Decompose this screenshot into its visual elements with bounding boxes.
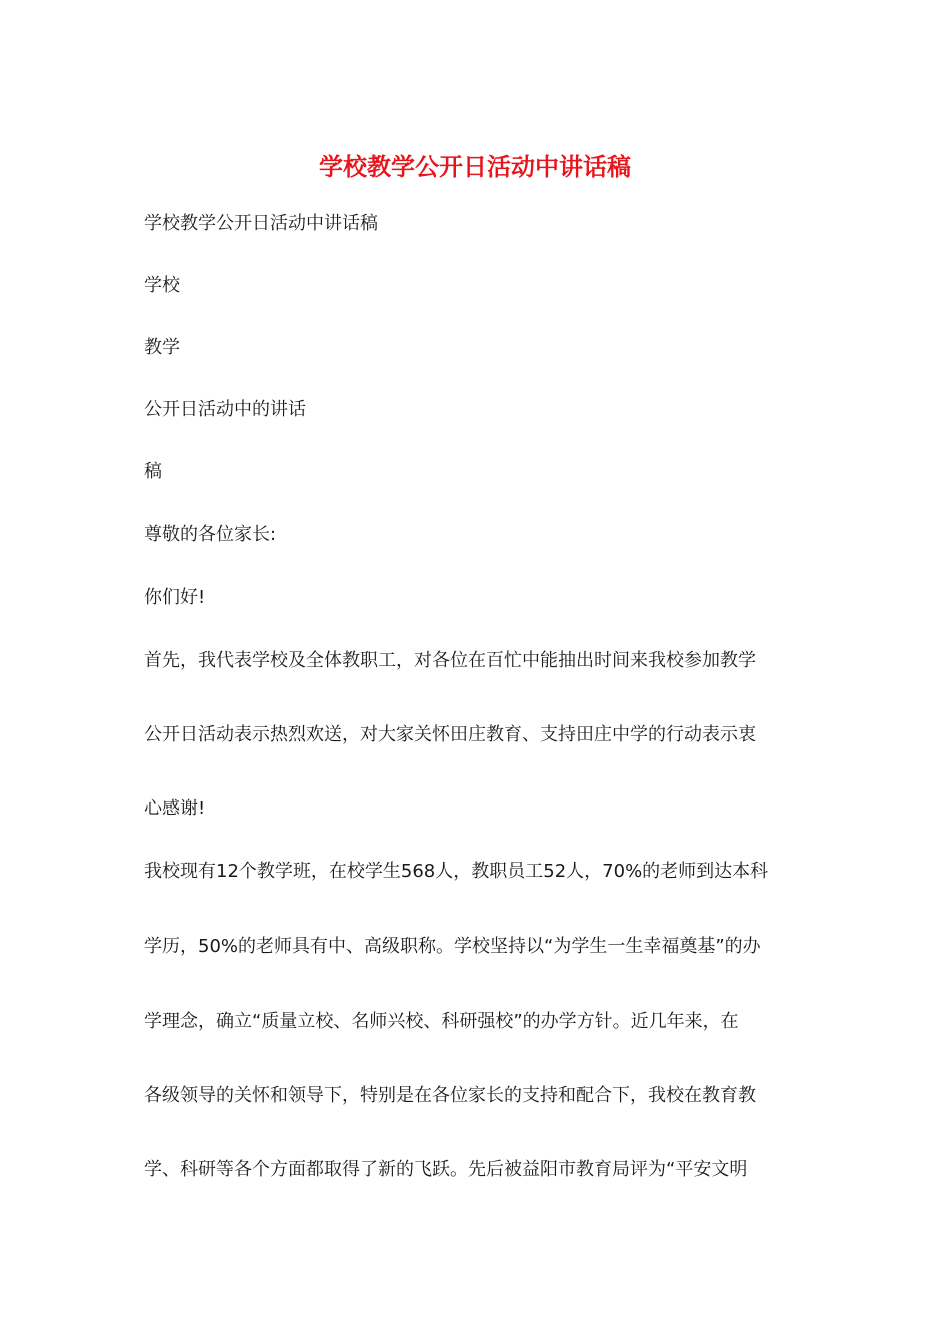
text-line-salutation: 尊敬的各位家长: [144, 524, 277, 545]
paragraph-2-line-1: 我校现有12个教学班，在校学生568人，教职员工52人，70%的老师到达本科 [144, 861, 769, 882]
text-line-draft: 稿 [144, 461, 162, 482]
paragraph-1-line-3: 心感谢! [144, 798, 206, 819]
paragraph-1-line-1: 首先，我代表学校及全体教职工，对各位在百忙中能抽出时间来我校参加教学 [144, 650, 756, 671]
text-line-open-day: 公开日活动中的讲话 [144, 399, 306, 420]
paragraph-2-line-5: 学、科研等各个方面都取得了新的飞跃。先后被益阳市教育局评为“平安文明 [144, 1159, 748, 1180]
paragraph-2-line-2: 学历，50%的老师具有中、高级职称。学校坚持以“为学生一生幸福奠基”的办 [144, 936, 761, 957]
text-line-subtitle: 学校教学公开日活动中讲话稿 [144, 213, 378, 234]
text-line-greeting: 你们好! [144, 587, 206, 608]
text-line-school: 学校 [144, 275, 180, 296]
text-line-teaching: 教学 [144, 337, 180, 358]
paragraph-1-line-2: 公开日活动表示热烈欢送，对大家关怀田庄教育、支持田庄中学的行动表示衷 [144, 724, 756, 745]
paragraph-2-line-4: 各级领导的关怀和领导下，特别是在各位家长的支持和配合下，我校在教育教 [144, 1085, 756, 1106]
document-title: 学校教学公开日活动中讲话稿 [319, 152, 631, 181]
paragraph-2-line-3: 学理念，确立“质量立校、名师兴校、科研强校”的办学方针。近几年来，在 [144, 1011, 739, 1032]
